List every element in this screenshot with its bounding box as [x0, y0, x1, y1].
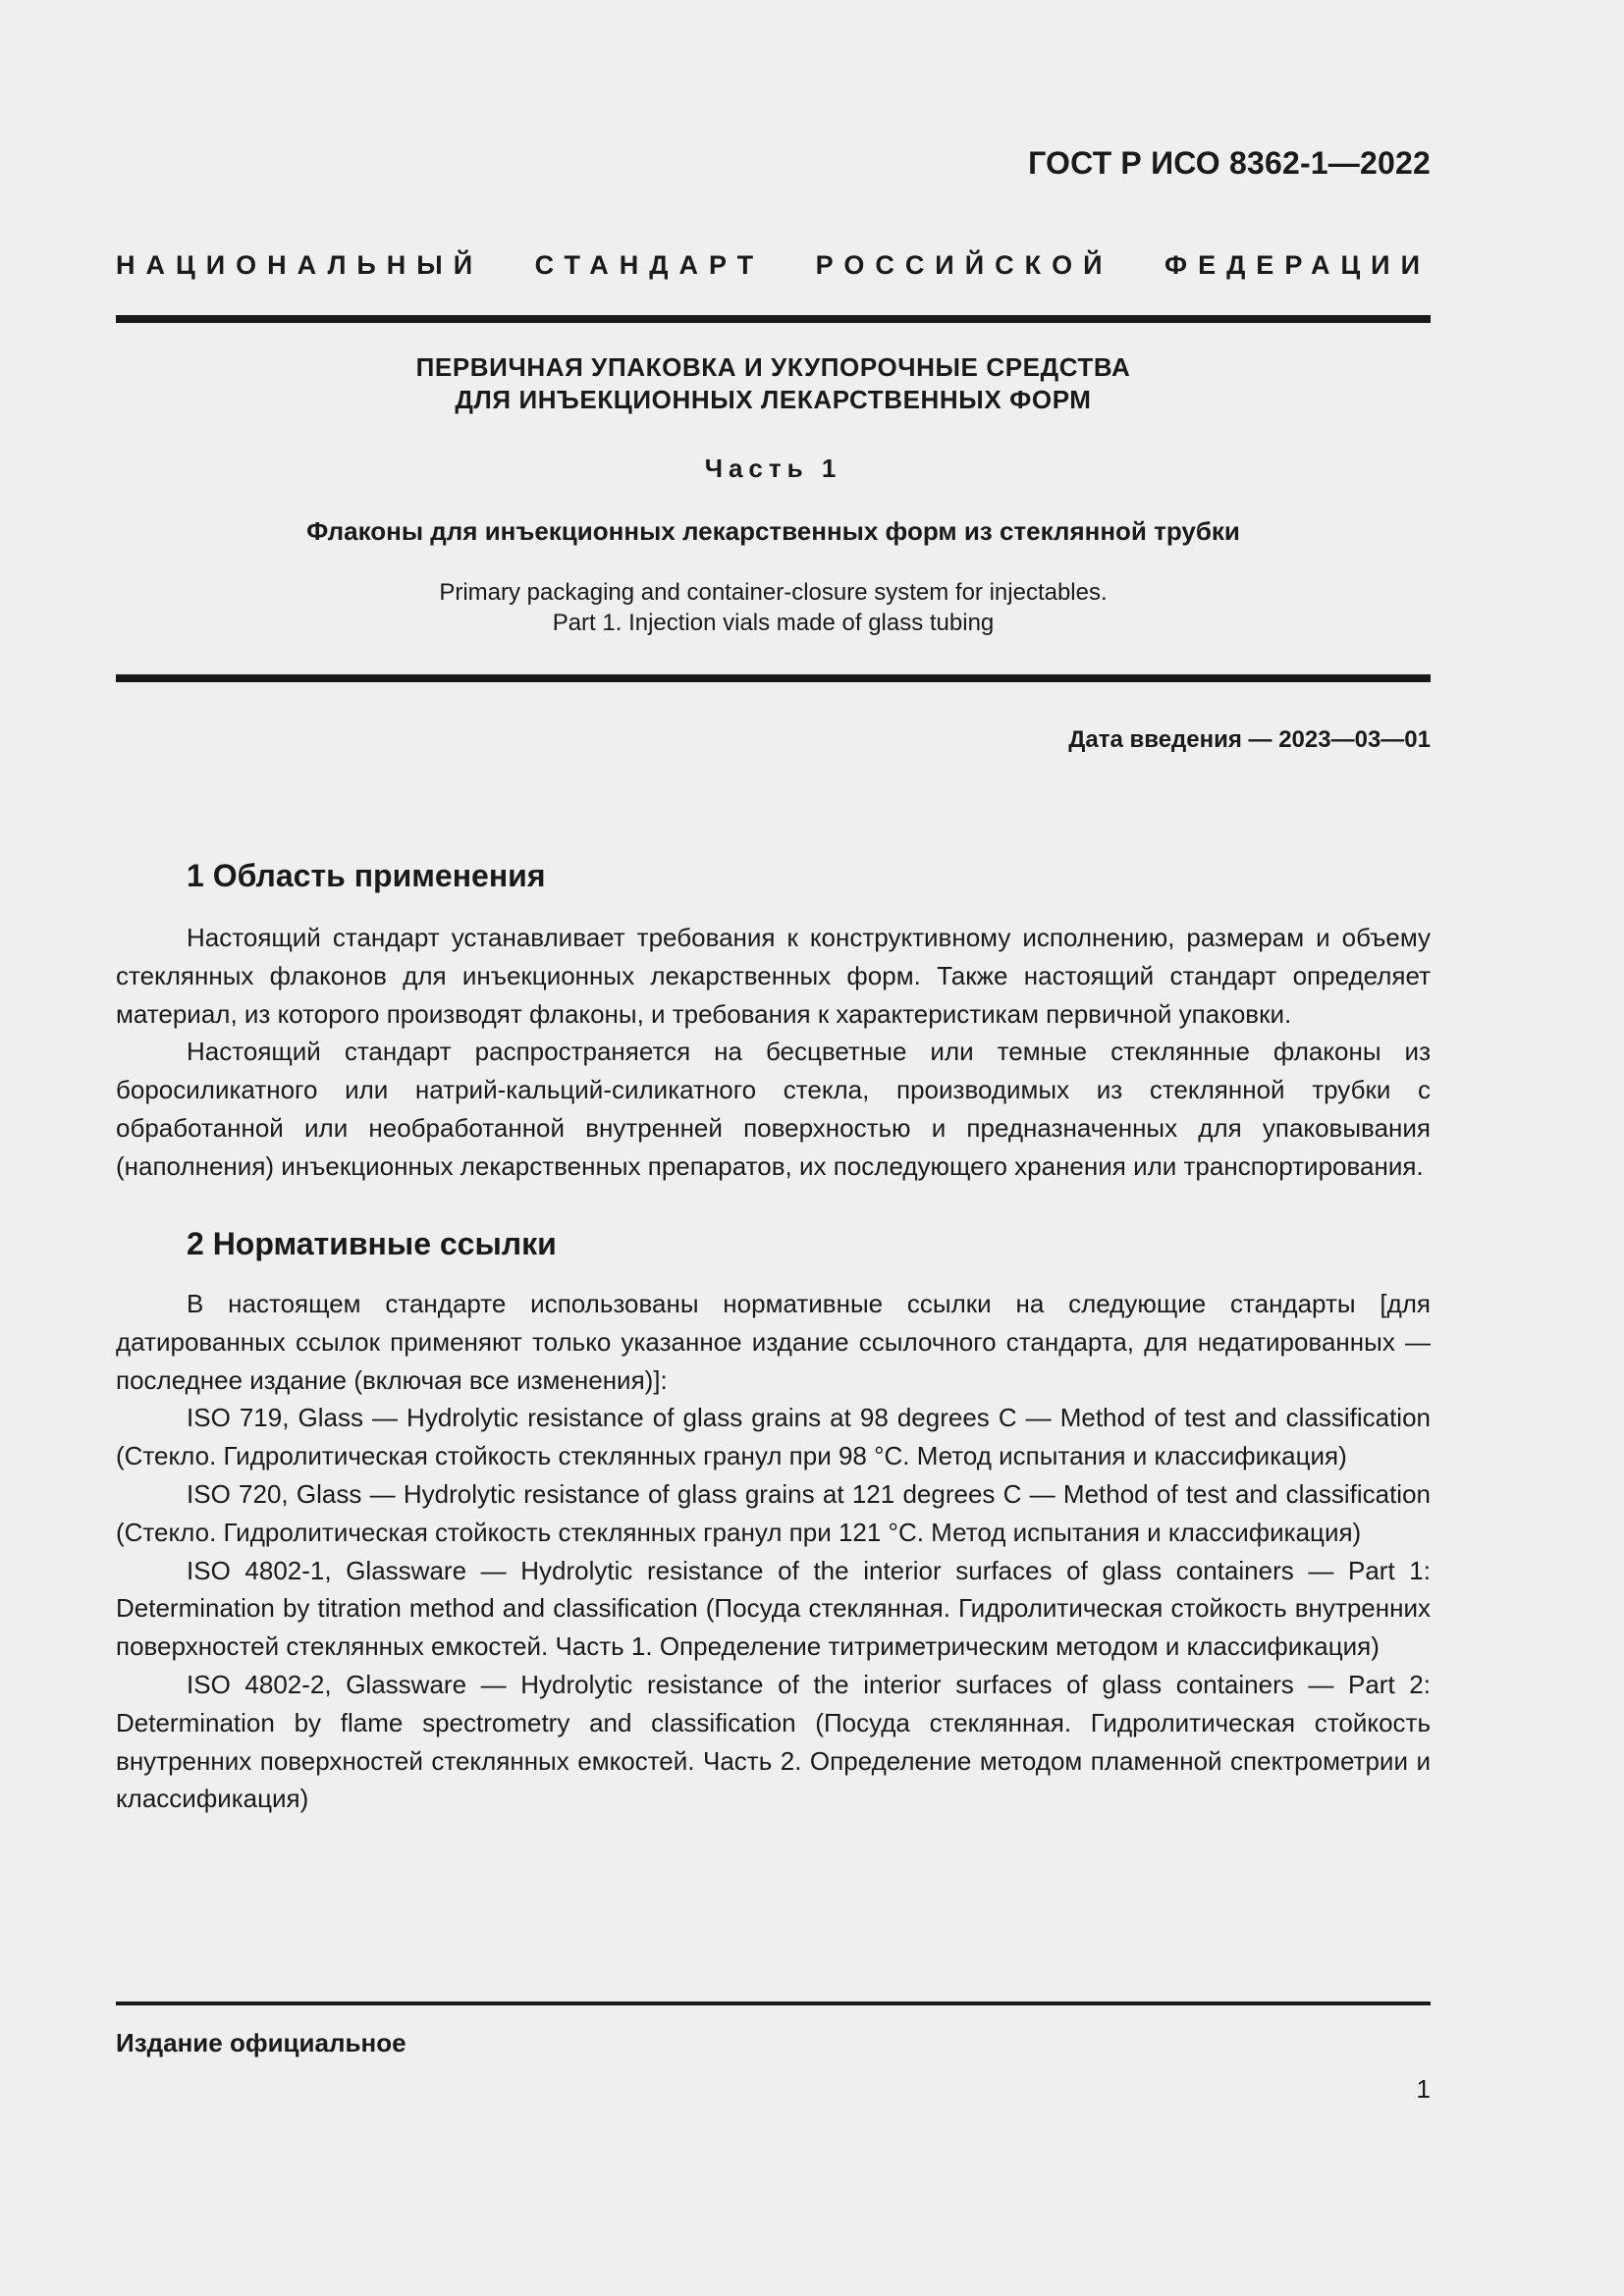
title-line-2: ДЛЯ ИНЪЕКЦИОННЫХ ЛЕКАРСТВЕННЫХ ФОРМ	[455, 385, 1092, 414]
reference-item: ISO 719, Glass — Hydrolytic resistance of glass grains at 98 degrees C — Method of test and classification (Стекло. Гидролитическая стойкость стеклянных гранул при 98 °С. Метод испытания и классификация)	[116, 1403, 1431, 1471]
document-title	[116, 351, 1431, 416]
paragraph: Настоящий стандарт распространяется на бесцветные или темные стеклянные флаконы из боросиликатного или натрий-кальций-силикатного стекла, производимых из стеклянной трубки с обработанной или необработанной внутренней поверхностью и предназначенных для упаковывания (наполнения) инъекционных лекарственных препаратов, их последующего хранения или транспортирования.	[116, 1037, 1431, 1181]
document-page	[116, 0, 1431, 2296]
page-number: 1	[1416, 2074, 1431, 2104]
official-edition-label: Издание официальное	[116, 2028, 406, 2057]
title-line-1: ПЕРВИЧНАЯ УПАКОВКА И УКУПОРОЧНЫЕ СРЕДСТВА	[415, 352, 1131, 382]
introduction-date: Дата введения — 2023—03—01	[1068, 726, 1431, 753]
document-subtitle: Флаконы для инъекционных лекарственных форм из стеклянной трубки	[306, 516, 1240, 546]
english-title	[116, 577, 1431, 638]
reference-item: ISO 4802-1, Glassware — Hydrolytic resistance of the interior surfaces of glass containers — Part 1: Determination by titration method and classification (Посуда стеклянная. Гидролитическая стойкость внутренних поверхностей стеклянных емкостей. Часть 1. Определение титриметрическим методом и классификация)	[116, 1555, 1431, 1662]
middle-divider	[116, 674, 1431, 682]
footer-divider	[116, 2002, 1431, 2005]
paragraph: Настоящий стандарт устанавливает требования к конструктивному исполнению, размерам и объему стеклянных флаконов для инъекционных лекарственных форм. Также настоящий стандарт определяет материал, из которого производят флаконы, и требования к характеристикам первичной упаковки.	[116, 923, 1431, 1029]
reference-item: ISO 720, Glass — Hydrolytic resistance of glass grains at 121 degrees C — Method of test and classification (Стекло. Гидролитическая стойкость стеклянных гранул при 121 °С. Метод испытания и классификация)	[116, 1478, 1431, 1547]
paragraph: В настоящем стандарте использованы нормативные ссылки на следующие стандарты [для датированных ссылок применяют только указанное издание ссылочного стандарта, для недатированных — последнее издание (включая все изменения)]:	[116, 1289, 1431, 1395]
section-body-scope	[116, 919, 1431, 1186]
national-standard-banner: НАЦИОНАЛЬНЫЙ СТАНДАРТ РОССИЙСКОЙ ФЕДЕРАЦИИ	[116, 250, 1431, 280]
english-title-line-1: Primary packaging and container-closure system for injectables.	[439, 579, 1108, 606]
section-heading-normative-references: 2 Нормативные ссылки	[187, 1226, 557, 1261]
reference-item: ISO 4802-2, Glassware — Hydrolytic resistance of the interior surfaces of glass containers — Part 2: Determination by flame spectrometry and classification (Посуда стеклянная. Гидролитическая стойкость внутренних поверхностей стеклянных емкостей. Часть 2. Определение методом пламенной спектрометрии и классификация)	[116, 1669, 1431, 1814]
section-heading-scope: 1 Область применения	[187, 858, 546, 893]
section-body-normative-references	[116, 1285, 1431, 1818]
english-title-line-2: Part 1. Injection vials made of glass tubing	[552, 610, 995, 636]
top-divider	[116, 315, 1431, 323]
part-label: Часть 1	[704, 454, 842, 483]
document-code: ГОСТ Р ИСО 8362-1—2022	[1028, 145, 1431, 181]
